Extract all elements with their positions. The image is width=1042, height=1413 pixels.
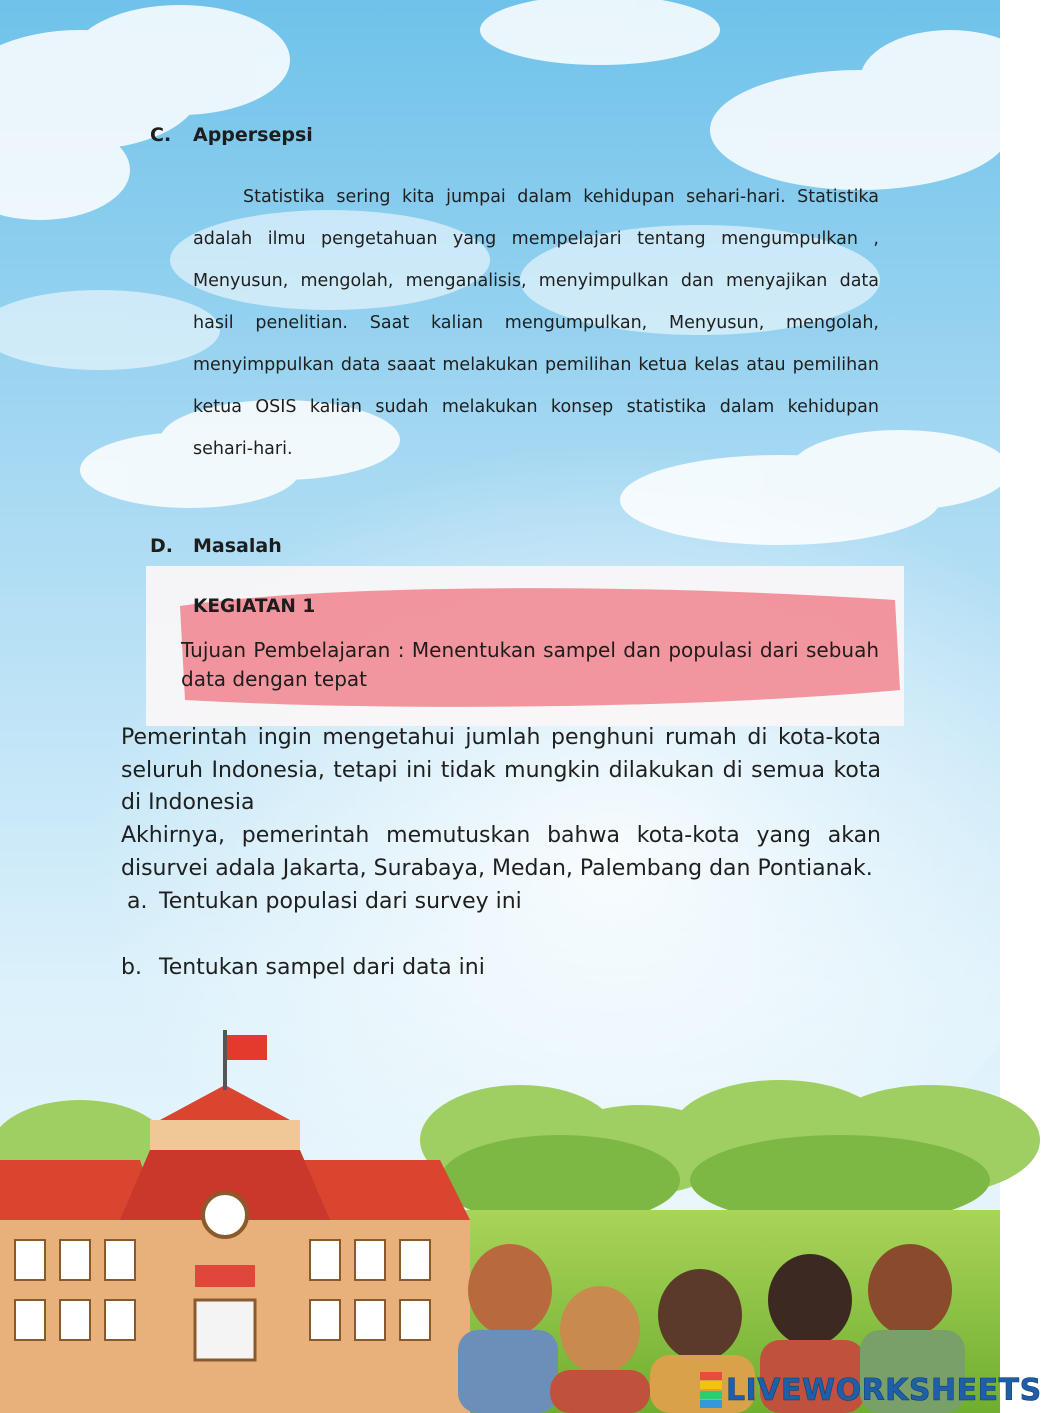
tujuan-pembelajaran: Tujuan Pembelajaran : Menentukan sampel dan populasi dari sebuah data dengan tepat (181, 638, 879, 691)
question-b-text: Tentukan sampel dari data ini (159, 955, 485, 980)
appersepsi-paragraph (193, 176, 879, 470)
problem-cities: Akhirnya, pemerintah memutuskan bahwa kota-kota yang akan disurvei adala Jakarta, Surabaya, Medan, Palembang dan Pontianak. (121, 823, 881, 881)
liveworksheets-text: LIVEWORKSHEETS (726, 1372, 1042, 1408)
problem-statement: Pemerintah ingin mengetahui jumlah penghuni rumah di kota-kota seluruh Indonesia, tetapi ini tidak mungkin dilakukan di semua kota di Indonesia (121, 725, 881, 815)
section-c-letter: C. (150, 124, 172, 146)
question-a-text: Tentukan populasi dari survey ini (159, 889, 522, 914)
section-d-title: Masalah (193, 535, 282, 557)
kegiatan-title: KEGIATAN 1 (193, 596, 316, 617)
section-c-title: Appersepsi (193, 124, 313, 146)
section-d-letter: D. (150, 535, 173, 557)
question-b-label: b. (121, 955, 142, 980)
appersepsi-text: Statistika sering kita jumpai dalam kehidupan sehari-hari. Statistika adalah ilmu pengetahuan yang mempelajari tentang mengumpulkan , Menyusun, mengolah, menganalisis, menyimpulkan dan menyajikan data hasil penelitian. Saat kalian mengumpulkan, Menyusun, mengolah, menyimppulkan data saaat melakukan pemilihan ketua kelas atau pemilihan ketua OSIS kalian sudah melakukan konsep statistika dalam kehidupan sehari-hari. (193, 187, 879, 459)
question-a-label: a. (127, 889, 148, 914)
liveworksheets-watermark (700, 1370, 1042, 1410)
liveworksheets-logo-icon (700, 1372, 722, 1408)
